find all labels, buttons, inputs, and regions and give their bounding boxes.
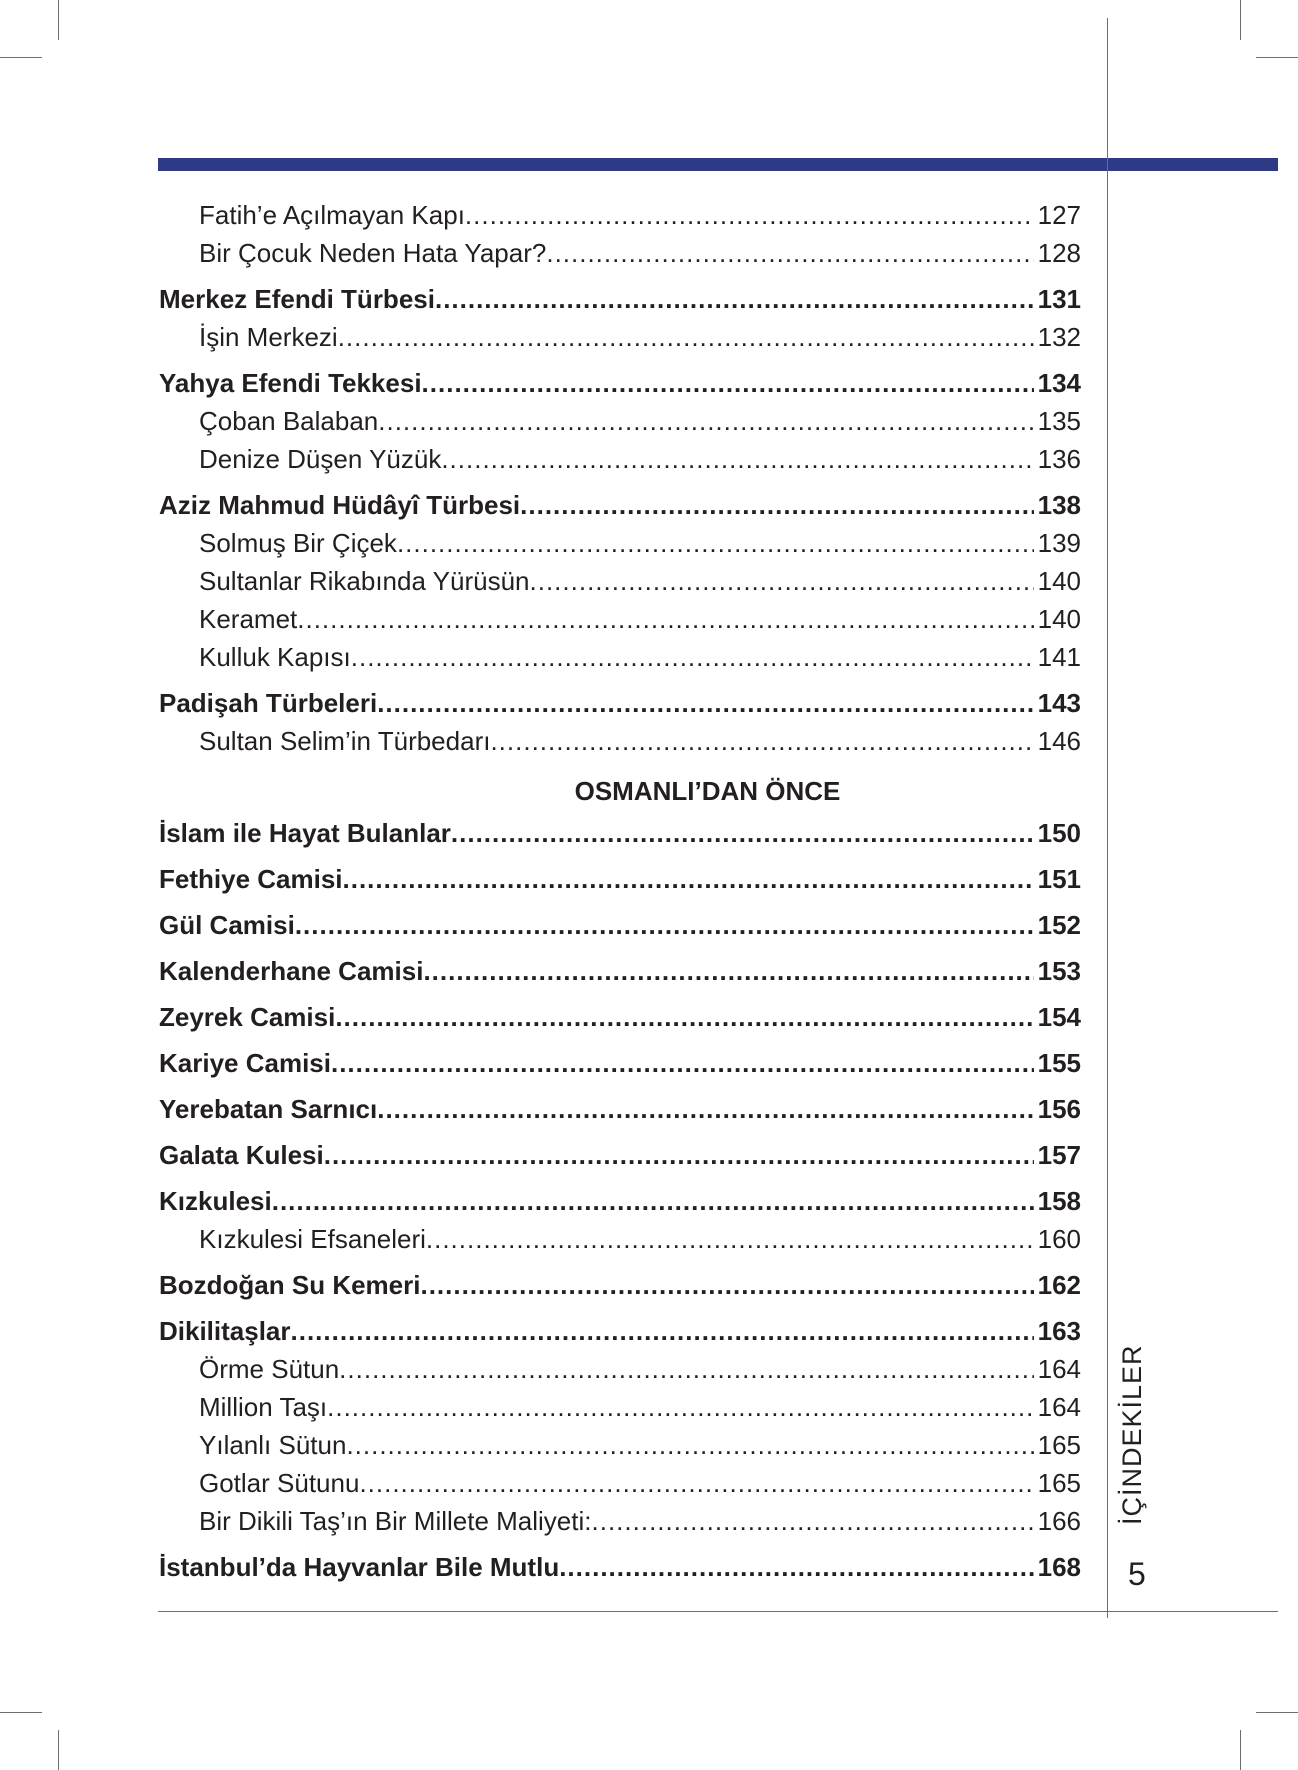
toc-entry-page: 162 [1037, 1270, 1081, 1300]
toc-entry-title: Sultan Selim’in Türbedarı [199, 726, 491, 756]
toc-entry[interactable] [159, 524, 1081, 562]
dot-leader [420, 1266, 1033, 1304]
dot-leader [520, 486, 1033, 524]
dot-leader [297, 600, 1033, 638]
crop-mark [1256, 1712, 1298, 1713]
toc-entry[interactable] [159, 486, 1081, 524]
toc-entry-title: Kalenderhane Camisi [159, 956, 424, 986]
toc-entry-page: 164 [1037, 1354, 1081, 1384]
toc-entry-title: Yılanlı Sütun [199, 1430, 347, 1460]
toc-entry[interactable] [159, 684, 1081, 722]
dot-leader [530, 562, 1034, 600]
table-of-contents [159, 196, 1081, 1586]
toc-entry[interactable] [159, 814, 1081, 852]
toc-entry-page: 134 [1037, 368, 1081, 398]
toc-entry-title: Zeyrek Camisi [159, 1002, 336, 1032]
toc-entry[interactable] [159, 318, 1081, 356]
toc-entry-page: 131 [1037, 284, 1081, 314]
toc-entry-page: 135 [1037, 406, 1081, 436]
toc-list-after [159, 814, 1081, 1586]
toc-entry[interactable] [159, 1266, 1081, 1304]
crop-mark [0, 57, 42, 58]
toc-entry-title: Gotlar Sütunu [199, 1468, 360, 1498]
toc-entry-title: Solmuş Bir Çiçek [199, 528, 397, 558]
toc-entry[interactable] [159, 1220, 1081, 1258]
toc-entry-page: 158 [1037, 1186, 1081, 1216]
toc-entry[interactable] [159, 364, 1081, 402]
toc-entry-title: Keramet [199, 604, 298, 634]
dot-leader [272, 1182, 1034, 1220]
toc-entry-title: Bir Çocuk Neden Hata Yapar? [199, 238, 547, 268]
toc-entry-page: 157 [1037, 1140, 1081, 1170]
crop-mark [0, 1712, 42, 1713]
toc-entry-page: 136 [1037, 444, 1081, 474]
crop-mark [58, 1730, 59, 1770]
toc-entry-title: Kulluk Kapısı [199, 642, 351, 672]
toc-entry[interactable] [159, 1350, 1081, 1388]
margin-rule [1107, 18, 1108, 1618]
toc-entry-title: Kızkulesi Efsaneleri [199, 1224, 426, 1254]
toc-entry-title: Yahya Efendi Tekkesi [159, 368, 422, 398]
dot-leader [422, 364, 1034, 402]
toc-entry-title: Kariye Camisi [159, 1048, 331, 1078]
toc-entry[interactable] [159, 952, 1081, 990]
toc-entry-title: Fethiye Camisi [159, 864, 343, 894]
toc-entry-title: İşin Merkezi [199, 322, 338, 352]
toc-entry-title: Padişah Türbeleri [159, 688, 378, 718]
toc-entry[interactable] [159, 562, 1081, 600]
toc-entry-page: 141 [1037, 642, 1081, 672]
dot-leader [423, 952, 1033, 990]
toc-entry[interactable] [159, 860, 1081, 898]
toc-entry[interactable] [159, 1090, 1081, 1128]
toc-entry-page: 164 [1037, 1392, 1081, 1422]
dot-leader [441, 440, 1033, 478]
toc-entry-title: Merkez Efendi Türbesi [159, 284, 435, 314]
footer-rule [158, 1611, 1278, 1612]
toc-entry-title: İslam ile Hayat Bulanlar [159, 818, 451, 848]
toc-entry-page: 143 [1037, 688, 1081, 718]
toc-entry-title: Sultanlar Rikabında Yürüsün [199, 566, 530, 596]
side-label-container [1117, 1344, 1159, 1526]
toc-entry[interactable] [159, 1464, 1081, 1502]
toc-entry-page: 163 [1037, 1316, 1081, 1346]
page-number: 5 [1128, 1556, 1146, 1592]
toc-entry[interactable] [159, 1044, 1081, 1082]
dot-leader [339, 1350, 1033, 1388]
dot-leader [451, 814, 1034, 852]
toc-entry-page: 156 [1037, 1094, 1081, 1124]
toc-entry-title: Bozdoğan Su Kemeri [159, 1270, 421, 1300]
dot-leader [295, 906, 1034, 944]
toc-entry-page: 153 [1037, 956, 1081, 986]
toc-entry[interactable] [159, 906, 1081, 944]
toc-entry[interactable] [159, 638, 1081, 676]
toc-entry[interactable] [159, 600, 1081, 638]
toc-entry-page: 140 [1037, 566, 1081, 596]
dot-leader [343, 860, 1034, 898]
toc-entry-page: 154 [1037, 1002, 1081, 1032]
header-accent-bar [158, 158, 1278, 171]
dot-leader [346, 1426, 1033, 1464]
toc-entry[interactable] [159, 1136, 1081, 1174]
crop-mark [58, 0, 59, 40]
toc-entry[interactable] [159, 1548, 1081, 1586]
dot-leader [397, 524, 1034, 562]
dot-leader [592, 1502, 1034, 1540]
dot-leader [378, 402, 1033, 440]
toc-entry[interactable] [159, 998, 1081, 1036]
toc-entry-title: Yerebatan Sarnıcı [159, 1094, 378, 1124]
toc-entry[interactable] [159, 1182, 1081, 1220]
dot-leader [291, 1312, 1034, 1350]
dot-leader [331, 1044, 1034, 1082]
dot-leader [490, 722, 1033, 760]
toc-entry-page: 168 [1037, 1552, 1081, 1582]
toc-entry-title: Bir Dikili Taş’ın Bir Millete Maliyeti: [199, 1506, 592, 1536]
toc-entry[interactable] [159, 1502, 1081, 1540]
toc-entry-page: 132 [1037, 322, 1081, 352]
toc-entry-title: Çoban Balaban [199, 406, 379, 436]
toc-entry[interactable] [159, 440, 1081, 478]
toc-entry[interactable] [159, 280, 1081, 318]
toc-entry-page: 152 [1037, 910, 1081, 940]
toc-entry-page: 166 [1037, 1506, 1081, 1536]
dot-leader [435, 280, 1034, 318]
toc-entry-title: Gül Camisi [159, 910, 295, 940]
toc-entry-title: Fatih’e Açılmayan Kapı [199, 200, 465, 230]
toc-entry-page: 151 [1037, 864, 1081, 894]
toc-entry-page: 155 [1037, 1048, 1081, 1078]
toc-entry-title: Aziz Mahmud Hüdâyî Türbesi [159, 490, 521, 520]
crop-mark [1240, 0, 1241, 40]
dot-leader [559, 1548, 1033, 1586]
toc-entry-title: Dikilitaşlar [159, 1316, 291, 1346]
dot-leader [546, 234, 1033, 272]
dot-leader [426, 1220, 1034, 1258]
crop-mark [1240, 1730, 1241, 1770]
dot-leader [324, 1136, 1034, 1174]
chapter-side-label: İÇİNDEKİLER [1117, 1344, 1147, 1525]
dot-leader [335, 998, 1033, 1036]
toc-entry-page: 127 [1037, 200, 1081, 230]
toc-entry-page: 150 [1037, 818, 1081, 848]
toc-entry-page: 146 [1037, 726, 1081, 756]
dot-leader [351, 638, 1034, 676]
toc-entry-title: Galata Kulesi [159, 1140, 324, 1170]
toc-entry[interactable] [159, 402, 1081, 440]
crop-mark [1256, 57, 1298, 58]
dot-leader [465, 196, 1034, 234]
dot-leader [377, 1090, 1033, 1128]
toc-entry-page: 128 [1037, 238, 1081, 268]
toc-entry-page: 140 [1037, 604, 1081, 634]
toc-entry-page: 138 [1037, 490, 1081, 520]
toc-entry[interactable] [159, 234, 1081, 272]
toc-entry-title: İstanbul’da Hayvanlar Bile Mutlu [159, 1552, 560, 1582]
toc-entry-page: 165 [1037, 1468, 1081, 1498]
toc-entry-page: 165 [1037, 1430, 1081, 1460]
dot-leader [338, 318, 1034, 356]
section-heading: OSMANLI’DAN ÖNCE [574, 776, 841, 806]
toc-entry-title: Million Taşı [199, 1392, 328, 1422]
dot-leader [359, 1464, 1033, 1502]
toc-entry-title: Kızkulesi [159, 1186, 272, 1216]
dot-leader [377, 684, 1033, 722]
toc-entry-page: 160 [1037, 1224, 1081, 1254]
toc-entry-title: Örme Sütun [199, 1354, 340, 1384]
toc-entry-page: 139 [1037, 528, 1081, 558]
toc-entry-title: Denize Düşen Yüzük [199, 444, 442, 474]
toc-entry[interactable] [159, 196, 1081, 234]
toc-entry[interactable] [159, 1388, 1081, 1426]
toc-entry[interactable] [159, 1426, 1081, 1464]
dot-leader [327, 1388, 1033, 1426]
toc-list-before [159, 196, 1081, 760]
toc-entry[interactable] [159, 722, 1081, 760]
toc-entry[interactable] [159, 1312, 1081, 1350]
